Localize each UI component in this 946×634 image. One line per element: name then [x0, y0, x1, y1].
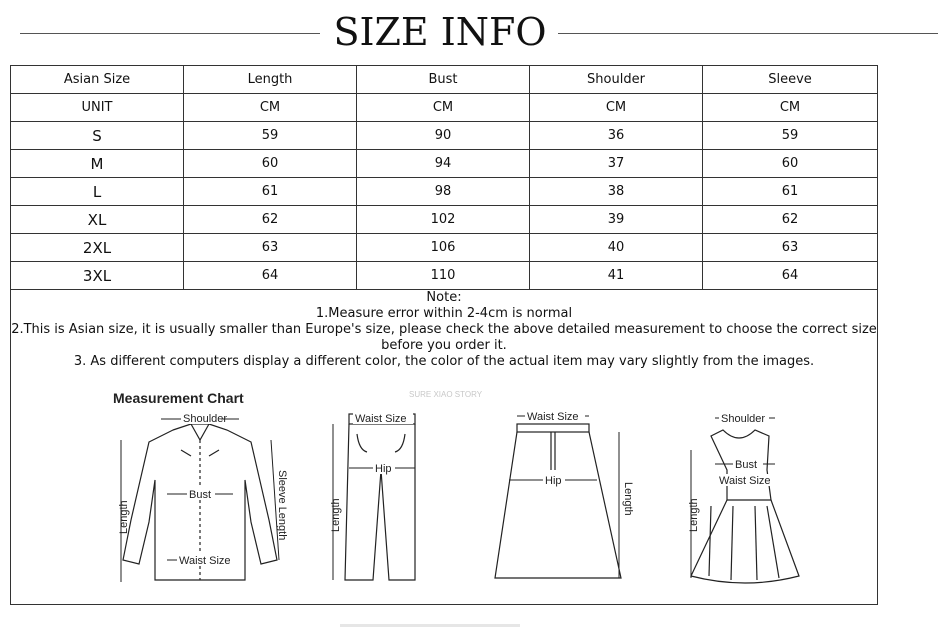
- table-cell: 106: [357, 234, 530, 262]
- table-cell: 63: [184, 234, 357, 262]
- shirt-shoulder-label: Shoulder: [183, 413, 228, 425]
- table-cell: 63: [703, 234, 878, 262]
- skirt-length-label: Length: [622, 482, 634, 516]
- column-header: Asian Size: [11, 66, 184, 94]
- table-cell: 62: [184, 206, 357, 234]
- note-line-2: 2.This is Asian size, it is usually smaller than Europe's size, please check the above detailed measurement to choose the correct size before you order it.: [11, 322, 877, 353]
- note-line-3: 3. As different computers display a different color, the color of the actual item may vary slightly from the images.: [73, 354, 815, 369]
- size-label: M: [11, 150, 184, 178]
- shirt-sleeve-label: Sleeve Length: [276, 470, 288, 541]
- dress-shoulder-label: Shoulder: [721, 413, 766, 425]
- table-cell: CM: [530, 94, 703, 122]
- table-cell: 38: [530, 178, 703, 206]
- table-cell: 59: [703, 122, 878, 150]
- page-title: SIZE INFO: [333, 10, 547, 54]
- column-header: Shoulder: [530, 66, 703, 94]
- table-cell: 40: [530, 234, 703, 262]
- measurement-chart-title: Measurement Chart: [113, 390, 244, 406]
- table-row: [11, 122, 878, 150]
- column-header: Bust: [357, 66, 530, 94]
- size-label: L: [11, 178, 184, 206]
- shirt-diagram-icon: [111, 410, 291, 585]
- table-cell: 98: [357, 178, 530, 206]
- store-watermark: SURE XIAO STORY: [409, 390, 483, 399]
- size-label: 2XL: [11, 234, 184, 262]
- table-cell: 64: [184, 262, 357, 290]
- notes-heading: Note:: [426, 290, 462, 305]
- table-cell: 102: [357, 206, 530, 234]
- unit-row: [11, 94, 878, 122]
- table-cell: 64: [703, 262, 878, 290]
- dress-waist-label: Waist Size: [719, 475, 771, 487]
- table-cell: 60: [184, 150, 357, 178]
- size-label: S: [11, 122, 184, 150]
- table-row: [11, 206, 878, 234]
- size-label: 3XL: [11, 262, 184, 290]
- shirt-bust-label: Bust: [189, 489, 212, 501]
- table-cell: 110: [357, 262, 530, 290]
- skirt-hip-label: Hip: [545, 475, 562, 487]
- table-cell: 90: [357, 122, 530, 150]
- skirt-waist-label: Waist Size: [527, 411, 579, 423]
- title-divider-right: [558, 33, 938, 34]
- table-cell: CM: [184, 94, 357, 122]
- note-line-1: 1.Measure error within 2-4cm is normal: [315, 306, 573, 321]
- table-row: [11, 178, 878, 206]
- size-table: [10, 65, 878, 290]
- table-cell: CM: [357, 94, 530, 122]
- shirt-waist-label: Waist Size: [179, 555, 231, 567]
- title-divider-left: [20, 33, 320, 34]
- size-label: XL: [11, 206, 184, 234]
- pants-length-label: Length: [330, 498, 342, 532]
- dress-diagram-icon: [671, 410, 811, 585]
- cropped-caption-fragment: [340, 624, 520, 628]
- table-cell: 61: [184, 178, 357, 206]
- title-banner: [0, 8, 946, 60]
- table-cell: 59: [184, 122, 357, 150]
- table-cell: 41: [530, 262, 703, 290]
- table-cell: 62: [703, 206, 878, 234]
- table-cell: CM: [703, 94, 878, 122]
- table-cell: 60: [703, 150, 878, 178]
- shirt-length-label: Length: [118, 500, 130, 534]
- table-cell: 94: [357, 150, 530, 178]
- dress-length-label: Length: [688, 498, 700, 532]
- table-cell: 36: [530, 122, 703, 150]
- table-row: [11, 150, 878, 178]
- table-row: [11, 262, 878, 290]
- table-cell: 37: [530, 150, 703, 178]
- notes-block: [11, 290, 877, 370]
- notes-and-chart-panel: [10, 288, 878, 605]
- column-header: Sleeve: [703, 66, 878, 94]
- pants-waist-label: Waist Size: [355, 413, 407, 425]
- table-row: [11, 234, 878, 262]
- table-cell: 39: [530, 206, 703, 234]
- pants-hip-label: Hip: [375, 463, 392, 475]
- table-header-row: [11, 66, 878, 94]
- column-header: Length: [184, 66, 357, 94]
- measurement-chart: [11, 384, 877, 604]
- pants-diagram-icon: [311, 410, 421, 585]
- dress-bust-label: Bust: [735, 459, 758, 471]
- skirt-diagram-icon: [481, 410, 641, 585]
- table-cell: UNIT: [11, 94, 184, 122]
- table-cell: 61: [703, 178, 878, 206]
